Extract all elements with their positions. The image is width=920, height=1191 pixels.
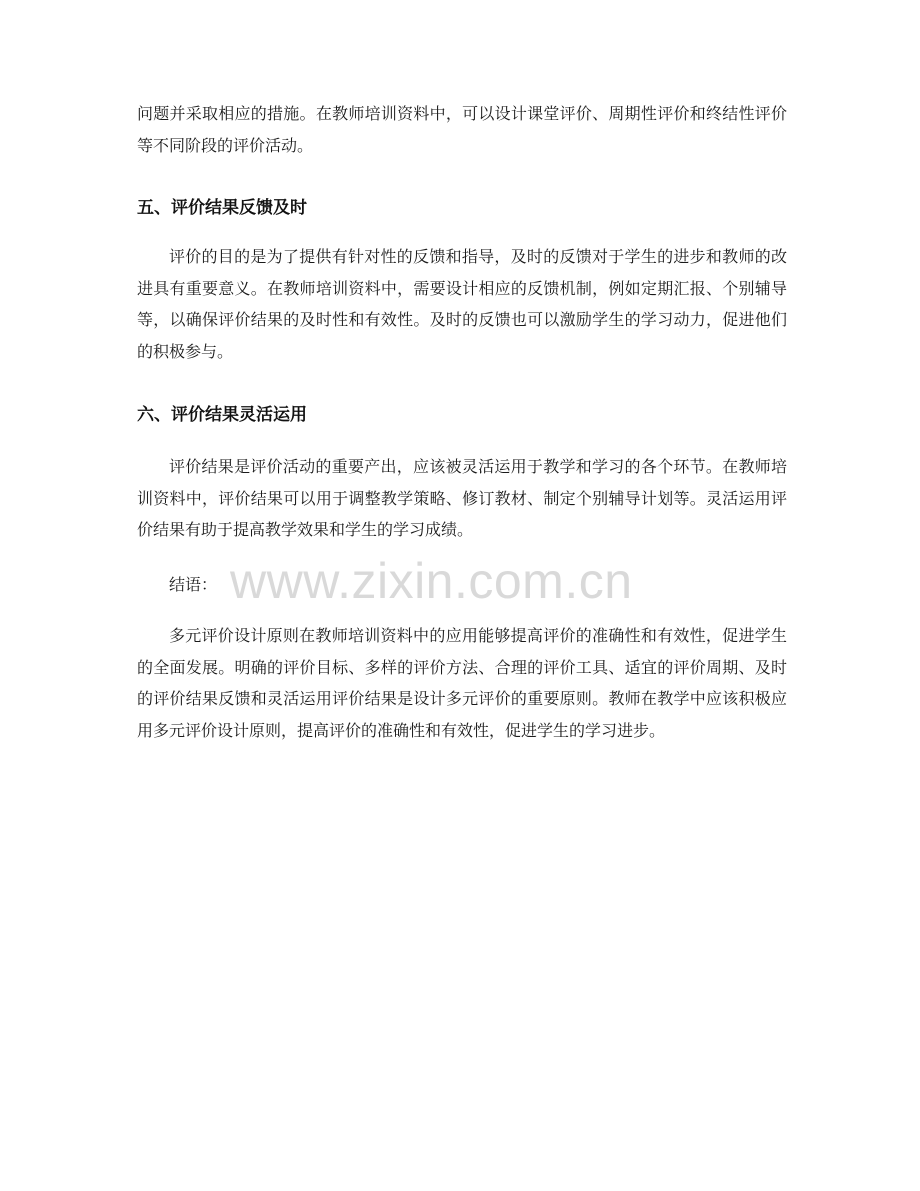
paragraph-section-6: 评价结果是评价活动的重要产出，应该被灵活运用于教学和学习的各个环节。在教师培训资料中，评价结果可以用于调整教学策略、修订教材、制定个别辅导计划等。灵活运用评价结果有助于提高教学效果和学生的学习成绩。 bbox=[137, 457, 787, 540]
section-heading-5: 五、评价结果反馈及时 bbox=[137, 198, 307, 218]
section-heading-6: 六、评价结果灵活运用 bbox=[137, 405, 307, 425]
watermark-text: www.zixin.com.cn bbox=[230, 553, 633, 609]
paragraph-intro: 问题并采取相应的措施。在教师培训资料中，可以设计课堂评价、周期性评价和终结性评价等不同阶段的评价活动。 bbox=[137, 104, 787, 155]
paragraph-section-5: 评价的目的是为了提供有针对性的反馈和指导，及时的反馈对于学生的进步和教师的改进具有重要意义。在教师培训资料中，需要设计相应的反馈机制，例如定期汇报、个别辅导等，以确保评价结果的及时性和有效性。及时的反馈也可以激励学生的学习动力，促进他们的积极参与。 bbox=[137, 247, 787, 362]
conclusion-label: 结语： bbox=[169, 575, 218, 594]
paragraph-conclusion: 多元评价设计原则在教师培训资料中的应用能够提高评价的准确性和有效性，促进学生的全面发展。明确的评价目标、多样的评价方法、合理的评价工具、适宜的评价周期、及时的评价结果反馈和灵活运用评价结果是设计多元评价的重要原则。教师在教学中应该积极应用多元评价设计原则，提高评价的准确性和有效性，促进学生的学习进步。 bbox=[137, 626, 787, 741]
